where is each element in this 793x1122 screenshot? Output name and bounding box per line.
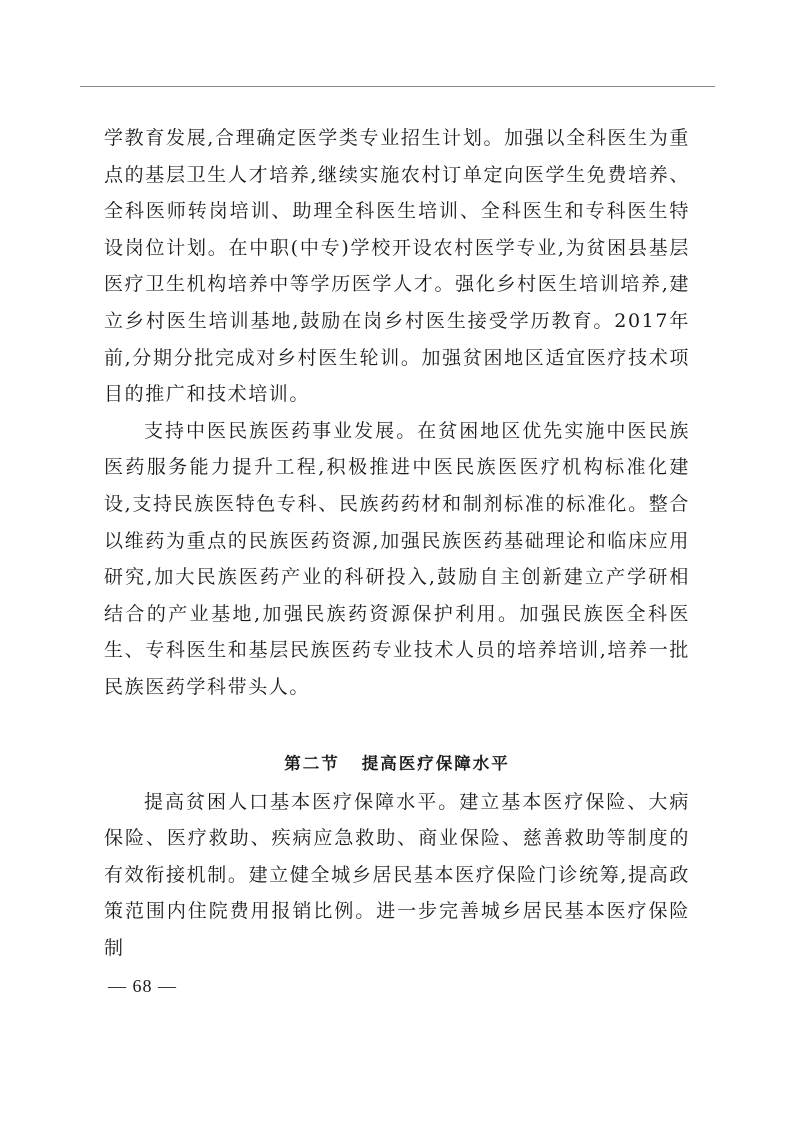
body-paragraph: 支持中医民族医药事业发展。在贫困地区优先实施中医民族医药服务能力提升工程,积极推进中医民族医医疗机构标准化建设,支持民族医特色专科、民族药药材和制剂标准的标准化。整合以维药为重点的民族医药资源,加强民族医药基础理论和临床应用研究,加大民族医药产业的科研投入,鼓励自主创新建立产学研相结合的产业基地,加强民族药资源保护利用。加强民族医全科医生、专科医生和基层民族医药专业技术人员的培养培训,培养一批民族医药学科带头人。 <box>104 419 690 698</box>
header-rule <box>80 86 715 87</box>
section-title: 提高医疗保障水平 <box>361 753 510 773</box>
body-paragraph: 学教育发展,合理确定医学类专业招生计划。加强以全科医生为重点的基层卫生人才培养,继续实施农村订单定向医学生免费培养、全科医师转岗培训、助理全科医生培训、全科医生和专科医生特设岗位计划。在中职(中专)学校开设农村医学专业,为贫困县基层医疗卫生机构培养中等学历医学人才。强化乡村医生培训培养,建立乡村医生培训基地,鼓励在岗乡村医生接受学历教育。2017年前,分期分批完成对乡村医生轮训。加强贫困地区适宜医疗技术项目的推广和技术培训。 <box>104 127 690 406</box>
page-number: — 68 — <box>108 976 177 996</box>
section-number: 第二节 <box>284 753 340 773</box>
page-content <box>104 120 690 966</box>
body-paragraph: 提高贫困人口基本医疗保障水平。建立基本医疗保险、大病保险、医疗救助、疾病应急救助、商业保险、慈善救助等制度的有效衔接机制。建立健全城乡居民基本医疗保险门诊统筹,提高政策范围内住院费用报销比例。进一步完善城乡居民基本医疗保险制 <box>104 790 690 959</box>
section-heading <box>104 752 690 776</box>
